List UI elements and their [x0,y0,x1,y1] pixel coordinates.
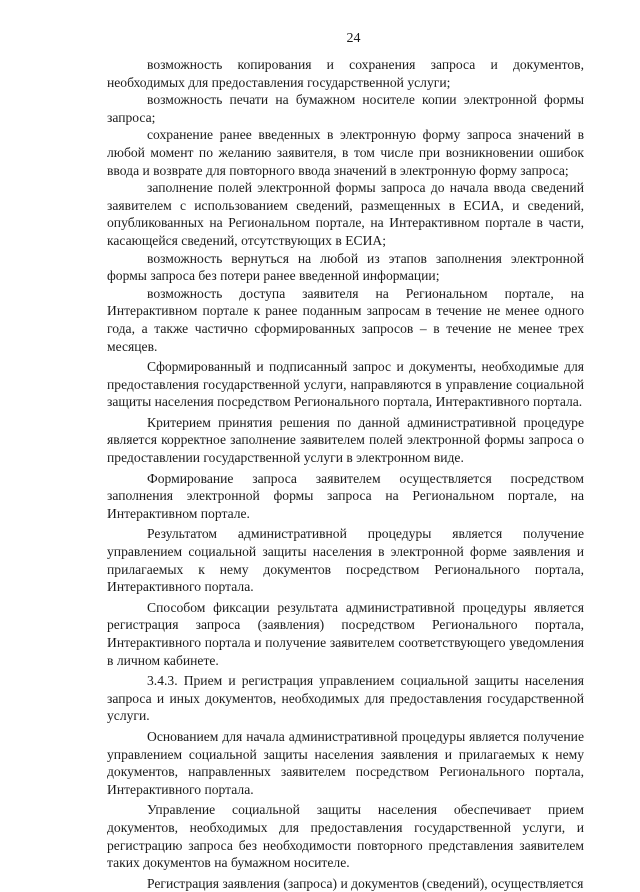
paragraph-save-entered-values: сохранение ранее введенных в электронную форму запроса значений в любой момент по желанию заявителя, в том числе при возникновении ошибок ввода и возврате для повторного ввода значений в электронную форму запроса; [107,127,584,178]
paragraph-document-acceptance: Управление социальной защиты населения обеспечивает прием документов, необходимых для предоставления государственной услуги, и регистрацию запроса без необходимости повторного представления заявителем таких документов на бумажном носителе. [107,802,584,871]
page-number: 24 [346,31,361,46]
paragraph-registration: Регистрация заявления (запроса) и документов (сведений), осуществляется [147,875,584,891]
document-body [107,56,584,892]
paragraph-prefill-esia: заполнение полей электронной формы запроса до начала ввода сведений заявителем с использованием сведений, размещенных в ЕСИА, и сведений, опубликованных на Региональном портале, на Интерактивном портале в части, касающейся сведений, отсутствующих в ЕСИА; [107,180,584,248]
paragraph-result-recording: Способом фиксации результата административной процедуры является регистрация запроса (заявления) посредством Регионального портала, Интерактивного портала и получение заявителем соответствующего уведомления в личном кабинете. [107,599,584,668]
paragraph-submission: Сформированный и подписанный запрос и документы, необходимые для предоставления государственной услуги, направляются в управление социальной защиты населения посредством Регионального портала, Интерактивного портала. [107,359,584,410]
paragraph-copy-save: возможность копирования и сохранения запроса и документов, необходимых для предоставления государственной услуги; [107,57,584,90]
paragraph-procedure-basis: Основанием для начала административной процедуры является получение управлением социальной защиты населения заявления и прилагаемых к нему документов, направленных заявителем посредством Регионального портала, Интерактивного портала. [107,728,584,797]
section-heading-3-4-3: 3.4.3. Прием и регистрация управлением социальной защиты населения запроса и иных документов, необходимых для предоставления государственной услуги. [107,673,584,724]
paragraph-request-formation: Формирование запроса заявителем осуществляется посредством заполнения электронной формы запроса на Региональном портале, на Интерактивном портале. [107,470,584,521]
paragraph-procedure-result: Результатом административной процедуры является получение управлением социальной защиты населения в электронной форме заявления и прилагаемых к нему документов посредством Регионального портала, Интерактивного портала. [107,526,584,595]
paragraph-return-to-step: возможность вернуться на любой из этапов заполнения электронной формы запроса без потери ранее введенной информации; [107,250,584,284]
paragraph-access-previous-requests: возможность доступа заявителя на Региональном портале, на Интерактивном портале к ранее поданным запросам в течение не менее одного года, а также частично сформированных запросов – в течение не менее трех месяцев. [107,285,584,354]
paragraph-print-copy: возможность печати на бумажном носителе копии электронной формы запроса; [107,92,584,125]
paragraph-decision-criterion: Критерием принятия решения по данной административной процедуре является корректное заполнение заявителем полей электронной формы запроса о предоставлении государственной услуги в электронном виде. [107,414,584,466]
